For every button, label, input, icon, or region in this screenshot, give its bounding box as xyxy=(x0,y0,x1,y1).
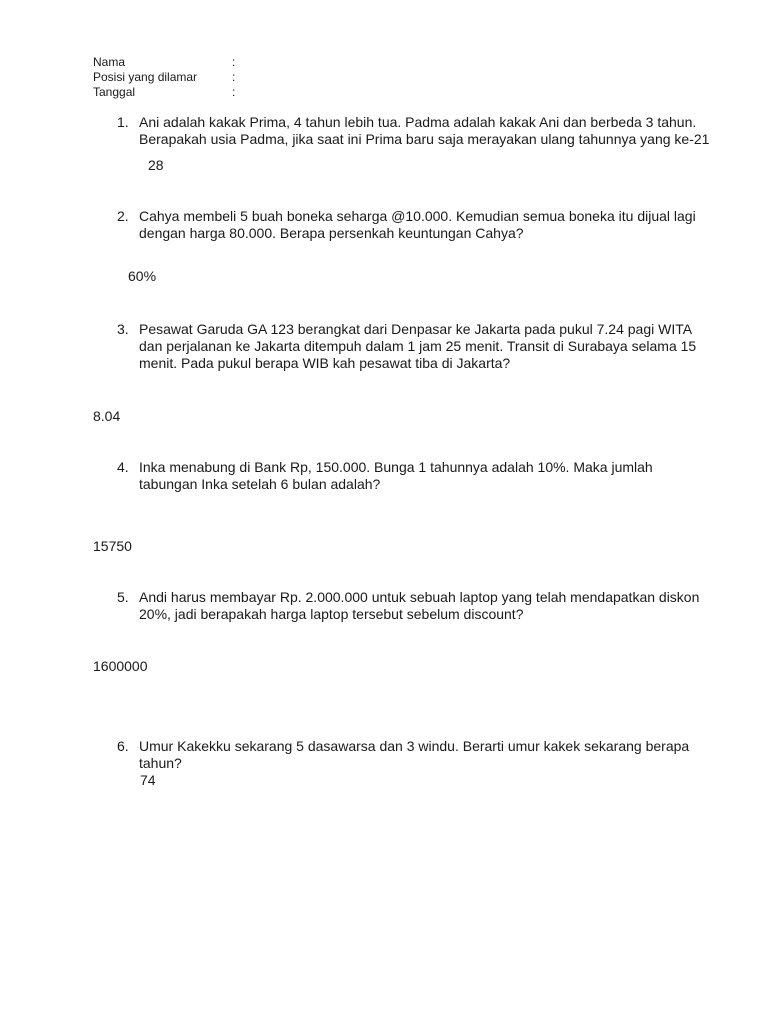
question-text xyxy=(139,738,699,772)
field-label: Nama xyxy=(93,55,126,69)
question-number: 1. xyxy=(117,114,129,130)
question-number: 6. xyxy=(117,738,129,754)
header-field-posisi xyxy=(93,70,235,85)
question-line: dengan harga 80.000. Berapa persenkah keuntungan Cahya? xyxy=(139,225,524,241)
question-text xyxy=(139,589,699,623)
question-text xyxy=(139,321,699,372)
question-line: Umur Kakekku sekarang 5 dasawarsa dan 3 windu. Berarti umur kakek sekarang berapa xyxy=(139,738,690,754)
question-line: menit. Pada pukul berapa WIB kah pesawat tiba di Jakarta? xyxy=(139,355,511,371)
header-field-nama xyxy=(93,55,235,70)
question-line: Ani adalah kakak Prima, 4 tahun lebih tua. Padma adalah kakak Ani dan berbeda 3 tahun. xyxy=(139,114,697,130)
question-line: Andi harus membayar Rp. 2.000.000 untuk sebuah laptop yang telah mendapatkan diskon xyxy=(139,589,700,605)
question-line: tahun? xyxy=(139,755,182,771)
field-label: Tanggal xyxy=(93,85,136,99)
question-line: Pesawat Garuda GA 123 berangkat dari Denpasar ke Jakarta pada pukul 7.24 pagi WITA xyxy=(139,321,693,337)
field-colon: : xyxy=(232,70,236,84)
field-colon: : xyxy=(232,55,236,69)
question-line: Inka menabung di Bank Rp, 150.000. Bunga 1 tahunnya adalah 10%. Maka jumlah xyxy=(139,459,653,475)
answer-2: 60% xyxy=(128,268,157,284)
question-number: 5. xyxy=(117,589,129,605)
question-text xyxy=(139,208,699,242)
question-line: Cahya membeli 5 buah boneka seharga @10.000. Kemudian semua boneka itu dijual lagi xyxy=(139,208,696,224)
answer-5: 1600000 xyxy=(93,658,148,674)
question-line: Berapakah usia Padma, jika saat ini Prima baru saja merayakan ulang tahunnya yang ke-21 xyxy=(139,131,710,147)
question-number: 2. xyxy=(117,208,129,224)
question-text xyxy=(139,459,699,493)
question-line: 20%, jadi berapakah harga laptop tersebut sebelum discount? xyxy=(139,606,524,622)
answer-4: 15750 xyxy=(93,538,132,554)
field-colon: : xyxy=(232,85,236,99)
answer-3: 8.04 xyxy=(93,408,121,424)
question-number: 3. xyxy=(117,321,129,337)
question-line: tabungan Inka setelah 6 bulan adalah? xyxy=(139,476,381,492)
answer-6: 74 xyxy=(140,772,156,788)
answer-1: 28 xyxy=(148,157,164,173)
header-field-tanggal xyxy=(93,85,235,100)
field-label: Posisi yang dilamar xyxy=(93,70,198,84)
question-text xyxy=(139,114,710,148)
question-number: 4. xyxy=(117,459,129,475)
question-line: dan perjalanan ke Jakarta ditempuh dalam 1 jam 25 menit. Transit di Surabaya selama 15 xyxy=(139,338,697,354)
